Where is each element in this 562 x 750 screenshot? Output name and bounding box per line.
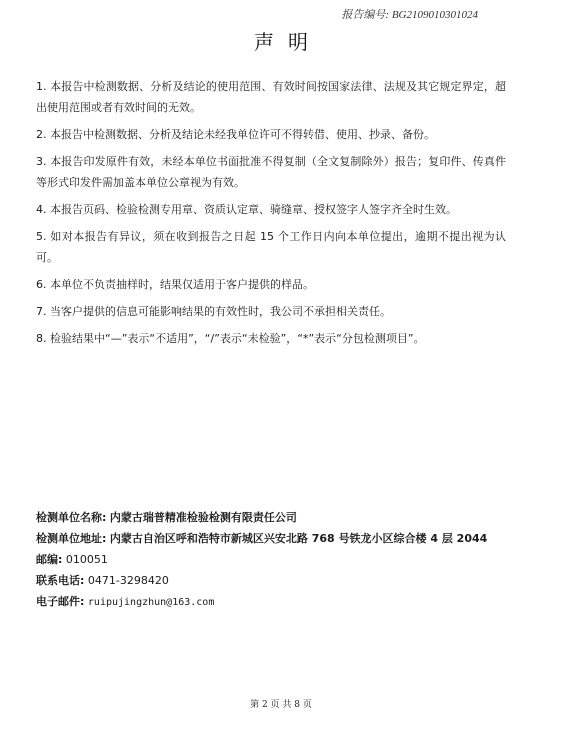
page-title: 声明 — [254, 30, 322, 54]
declaration-clause-8: 8. 检验结果中“—”表示“不适用”，“/”表示“未检验”，“*”表示“分包检测项目”。 — [36, 332, 425, 345]
postcode-label: 邮编: — [36, 553, 63, 566]
declaration-clause-6: 6. 本单位不负责抽样时，结果仅适用于客户提供的样品。 — [36, 278, 314, 291]
phone-row — [36, 570, 506, 591]
unit-name-row — [36, 507, 506, 528]
phone-value: 0471-3298420 — [87, 574, 169, 587]
declaration-clause-5: 5. 如对本报告有异议，须在收到报告之日起 15 个工作日内向本单位提出，逾期不提出视为认可。 — [36, 230, 506, 264]
phone-label: 联系电话: — [36, 574, 85, 587]
declaration-clause-1: 1. 本报告中检测数据、分析及结论的使用范围、有效时间按国家法律、法规及其它规定界定，超出使用范围或者有效时间的无效。 — [36, 80, 506, 114]
contact-block — [36, 507, 506, 613]
email-label: 电子邮件: — [36, 595, 85, 608]
email-value[interactable]: ruipujingzhun@163.com — [87, 597, 215, 608]
declaration-clause-4: 4. 本报告页码、检验检测专用章、资质认定章、骑缝章、授权签字人签字齐全时生效。 — [36, 203, 457, 216]
postcode-value: 010051 — [65, 553, 108, 566]
unit-name-value: 内蒙古瑞普精准检验检测有限责任公司 — [109, 511, 297, 524]
address-value: 内蒙古自治区呼和浩特市新城区兴安北路 768 号铁龙小区综合楼 4 层 2044 — [109, 532, 488, 545]
address-label: 检测单位地址: — [36, 532, 107, 545]
declaration-clause-3: 3. 本报告印发原件有效，未经本单位书面批准不得复制（全文复制除外）报告；复印件、传真件等形式印发件需加盖本单位公章视为有效。 — [36, 155, 506, 189]
address-row — [36, 528, 506, 549]
declaration-list — [36, 76, 506, 355]
unit-name-label: 检测单位名称: — [36, 511, 107, 524]
email-row — [36, 591, 506, 613]
page-indicator: 第 2 页 共 8 页 — [250, 700, 312, 710]
declaration-clause-7: 7. 当客户提供的信息可能影响结果的有效性时，我公司不承担相关责任。 — [36, 305, 391, 318]
report-number: 报告编号: BG2109010301024 — [341, 9, 478, 21]
declaration-clause-2: 2. 本报告中检测数据、分析及结论未经我单位许可不得转借、使用、抄录、备份。 — [36, 128, 435, 141]
postcode-row — [36, 549, 506, 570]
